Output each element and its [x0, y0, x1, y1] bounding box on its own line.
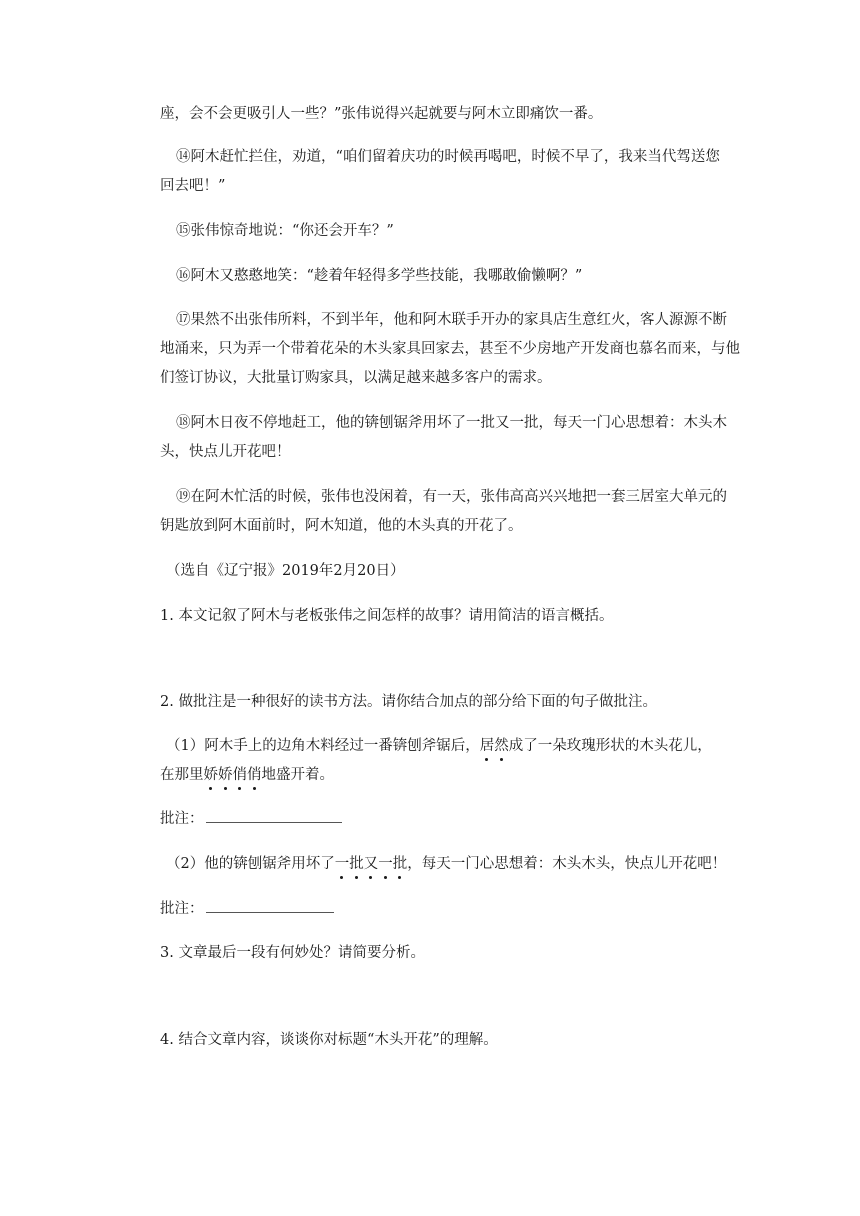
emphasis-dot-char: 然 — [494, 738, 509, 754]
annotation-label-2: 批注： — [160, 901, 204, 917]
question-2-1-text-b: 成了一朵玫瑰形状的木头花儿， — [508, 738, 712, 754]
emphasis-dot-char: 批 — [392, 856, 408, 872]
question-4: 4. 结合文章内容，谈谈你对标题“木头开花”的理解。 — [160, 1032, 498, 1048]
annotation-line-1 — [160, 809, 342, 829]
paragraph-13-continued: 座，会不会更吸引人一些？”张伟说得兴起就要与阿木立即痛饮一番。 — [160, 106, 603, 122]
source-citation: （选自《辽宁报》2019年2月20日） — [166, 563, 405, 579]
question-2-2-text-a: （2）他的锛刨锯斧用坏了 — [166, 856, 335, 872]
emphasis-dot-char: 娇 — [218, 767, 233, 783]
paragraph-17-line-1: ⑰果然不出张伟所料，不到半年，他和阿木联手开办的家具店生意红火，客人源源不断 — [176, 312, 727, 328]
question-2-1-line-1 — [166, 736, 712, 756]
dotted-emphasis-juran — [480, 738, 509, 754]
dotted-emphasis-yipiyouyipi — [335, 856, 408, 872]
emphasis-dot-char: 一 — [334, 856, 350, 872]
annotation-line-2 — [160, 899, 334, 919]
emphasis-dot-char: 俏 — [232, 767, 247, 783]
emphasis-dot-char: 又 — [363, 856, 379, 872]
question-3: 3. 文章最后一段有何妙处？请简要分析。 — [160, 945, 425, 961]
emphasis-dot-char: 一 — [378, 856, 393, 872]
paragraph-14-line-2: 回去吧！” — [160, 178, 226, 194]
answer-blank-2[interactable] — [206, 900, 334, 913]
paragraph-17-line-2: 地涌来，只为弄一个带着花朵的木头家具回家去，甚至不少房地产开发商也慕名而来，与他 — [160, 341, 740, 357]
paragraph-14-line-1: ⑭阿木赶忙拦住，劝道，“咱们留着庆功的时候再喝吧，时候不早了，我来当代驾送您 — [176, 149, 720, 165]
emphasis-dot-char: 居 — [479, 738, 495, 754]
answer-blank-1[interactable] — [206, 810, 342, 823]
question-2-1-text-d: 地盛开着。 — [261, 767, 334, 783]
question-2-1-line-2 — [160, 765, 334, 785]
question-2-1-text-a: （1）阿木手上的边角木料经过一番锛刨斧锯后， — [166, 738, 480, 754]
emphasis-dot-char: 俏 — [247, 767, 262, 783]
dotted-emphasis-jiaojiaoqiaoqiao — [204, 767, 262, 783]
question-1: 1. 本文记叙了阿木与老板张伟之间怎样的故事？请用简洁的语言概括。 — [160, 608, 614, 624]
paragraph-17-line-3: 们签订协议，大批量订购家具，以满足越来越多客户的需求。 — [160, 370, 552, 386]
paragraph-18-line-1: ⑱阿木日夜不停地赶工，他的锛刨锯斧用坏了一批又一批，每天一门心思想着：木头木 — [176, 415, 727, 431]
emphasis-dot-char: 娇 — [203, 767, 218, 783]
annotation-label-1: 批注： — [160, 811, 204, 827]
question-2: 2. 做批注是一种很好的读书方法。请你结合加点的部分给下面的句子做批注。 — [160, 694, 657, 710]
question-2-2 — [166, 854, 726, 874]
paragraph-15: ⑮张伟惊奇地说：“你还会开车？” — [176, 223, 394, 239]
question-2-1-text-c: 在那里 — [160, 767, 204, 783]
paragraph-19-line-2: 钥匙放到阿木面前时，阿木知道，他的木头真的开花了。 — [160, 518, 523, 534]
emphasis-dot-char: 批 — [349, 856, 364, 872]
question-2-2-text-b: ，每天一门心思想着：木头木头，快点儿开花吧！ — [407, 856, 727, 872]
paragraph-16: ⑯阿木又憨憨地笑：“趁着年轻得多学些技能，我哪敢偷懒啊？” — [176, 268, 583, 284]
paragraph-19-line-1: ⑲在阿木忙活的时候，张伟也没闲着，有一天，张伟高高兴兴地把一套三居室大单元的 — [176, 489, 727, 505]
paragraph-18-line-2: 头，快点儿开花吧！ — [160, 444, 291, 460]
